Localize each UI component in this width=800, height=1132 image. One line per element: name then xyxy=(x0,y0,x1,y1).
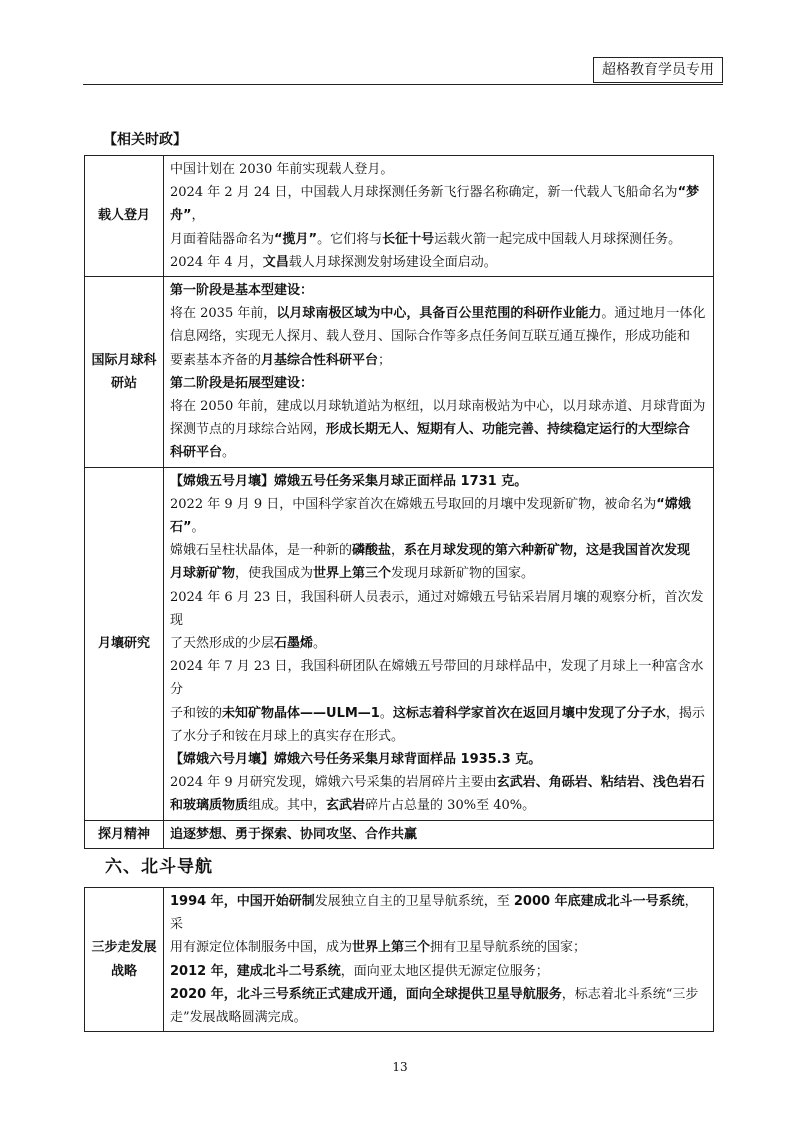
bold-text: 建成北斗二号系统 xyxy=(236,963,341,979)
row-category: 三步走发展战略 xyxy=(85,888,164,1032)
header-rule xyxy=(83,84,723,85)
text: 2024 年 6 月 23 日，我国科研人员表示，通过对嫦娥五号钻采岩屑月壤的观察分析，首次发现 xyxy=(170,589,704,628)
text: 2024 年 7 月 23 日，我国科研团队在嫦娥五号带回的月球样品中，发现了月球上一种富含水分 xyxy=(170,659,704,698)
text: ； xyxy=(378,352,392,368)
content-line xyxy=(170,562,707,585)
text: 月面着陆器命名为 xyxy=(170,231,275,247)
content-line xyxy=(170,539,707,562)
text: 要素基本齐备的 xyxy=(170,352,262,368)
text: 走”发展战略圆满完成。 xyxy=(170,1010,307,1026)
table-row xyxy=(85,156,714,277)
bold-text: 磷酸盐 xyxy=(352,543,392,559)
content-line xyxy=(170,372,707,395)
bold-text: “梦舟” xyxy=(170,185,700,224)
text: 运载火箭一起完成中国载人月球探测任务。 xyxy=(434,231,682,247)
content-line xyxy=(170,960,707,983)
content-line xyxy=(170,228,707,251)
content-line xyxy=(170,181,707,227)
text: 2022 年 9 月 9 日，中国科学家首次在嫦娥五号取回的月壤中发现新矿物，被命名为 xyxy=(170,496,657,512)
text: 探测节点的月球综合站网， xyxy=(170,422,327,438)
bold-text: 世界上第三个 xyxy=(313,566,392,582)
text: 发展独立自主的卫星导航系统，至 xyxy=(314,894,514,909)
content-line xyxy=(170,279,707,302)
table-row xyxy=(85,888,714,1032)
table-row xyxy=(85,277,714,468)
content-line xyxy=(170,418,707,441)
bold-text: 追逐梦想、勇于探索、协同攻坚、合作共赢 xyxy=(170,826,418,842)
text: 。 xyxy=(379,705,393,721)
content-line xyxy=(170,890,707,936)
content-line xyxy=(170,983,707,1006)
table-row xyxy=(85,820,714,848)
content-line xyxy=(170,251,707,274)
text: 将在 2035 年前， xyxy=(170,306,277,322)
text: 信息网络，实现无人探月、载人登月、国际合作等多点任务间互联互通互操作，形成功能和 xyxy=(170,329,691,345)
text: 2024 年 4 月， xyxy=(170,254,263,270)
bold-text: 第一阶段是基本型建设： xyxy=(170,283,314,299)
bold-text: 2020 年， xyxy=(170,986,237,1002)
row-category: 国际月球科研站 xyxy=(85,277,164,468)
bold-text: 2012 年， xyxy=(170,963,237,979)
text: 用有源定位体制服务中国，成为 xyxy=(170,940,353,956)
text: 组成。其中， xyxy=(248,798,327,814)
bold-text: 文昌 xyxy=(262,254,289,270)
row-content xyxy=(164,277,714,468)
content-line xyxy=(170,655,707,701)
content-line xyxy=(170,748,707,771)
text: 2024 年 9 月研究发现，嫦娥六号采集的岩屑碎片主要由 xyxy=(170,775,497,791)
text: 碎片占总量的 30%至 40%。 xyxy=(365,798,536,814)
text: 中国计划在 2030 年前实现载人登月。 xyxy=(170,162,394,177)
text: 。 xyxy=(191,520,205,536)
text: ，标志着北斗系统“三步 xyxy=(561,986,699,1002)
text: ，揭示 xyxy=(665,705,705,721)
text: 了水分子和铵在月球上的真实存在形式。 xyxy=(170,728,405,744)
row-category: 载人登月 xyxy=(85,156,164,277)
text: ，采 xyxy=(170,894,698,933)
content-line xyxy=(170,936,707,959)
text: ，面向亚太地区提供无源定位服务； xyxy=(340,963,549,979)
bold-text: 2000 年底建成北斗一号系统 xyxy=(513,894,685,909)
bold-text: 世界上第三个 xyxy=(352,940,431,956)
content-line xyxy=(170,632,707,655)
bold-text: 月球新矿物 xyxy=(170,566,236,582)
text: 拥有卫星导航系统的国家； xyxy=(430,940,587,956)
beidou-table xyxy=(84,887,714,1032)
content-line xyxy=(170,441,707,464)
bold-text: 科研平台 xyxy=(170,445,223,461)
content-line xyxy=(170,395,707,418)
bold-text: 系在月球发现的第六种新矿物，这是我国首次发现 xyxy=(404,543,691,559)
text: 嫦娥石呈柱状晶体，是一种新的 xyxy=(170,543,353,559)
bold-text: 【嫦娥六号月壤】嫦娥六号任务采集月球背面样品 1935.3 克。 xyxy=(170,752,542,768)
text: 将在 2050 年前，建成以月球轨道站为枢纽，以月球南极站为中心，以月球赤道、月球背面为 xyxy=(170,399,706,415)
content-line xyxy=(170,1006,707,1029)
text: ， xyxy=(191,208,205,224)
text: ， xyxy=(391,543,405,559)
content-line xyxy=(170,325,707,348)
content-line xyxy=(170,794,707,817)
text: 载人月球探测发射场建设全面启动。 xyxy=(288,254,497,270)
row-category: 探月精神 xyxy=(85,820,164,848)
content-line xyxy=(170,349,707,372)
bold-text: 中国开始研制 xyxy=(236,894,315,909)
section-label: 【相关时政】 xyxy=(103,132,187,148)
content-line xyxy=(170,725,707,748)
bold-text: 长征十号 xyxy=(382,231,435,247)
table-row xyxy=(85,467,714,820)
page-number: 13 xyxy=(392,1060,408,1074)
bold-text: 玄武岩 xyxy=(326,798,366,814)
section-title: 六、北斗导航 xyxy=(105,857,213,877)
bold-text: 【嫦娥五号月壤】嫦娥五号任务采集月球正面样品 1731 克。 xyxy=(170,473,528,489)
bold-text: 玄武岩、角砾岩、粘结岩、浅色岩石 xyxy=(496,775,705,791)
bold-text: 月基综合性科研平台 xyxy=(261,352,379,368)
bold-text: 和玻璃质物质 xyxy=(170,798,249,814)
text: 。 xyxy=(222,445,236,461)
text: 。通过地月一体化 xyxy=(601,306,706,322)
text: 发现月球新矿物的国家。 xyxy=(391,566,535,582)
bold-text: “嫦娥石” xyxy=(170,496,691,536)
content-line xyxy=(170,586,707,632)
bold-text: 以月球南极区域为中心，具备百公里范围的科研作业能力 xyxy=(276,306,602,322)
bold-text: 未知矿物晶体——ULM—1 xyxy=(222,705,380,721)
content-line xyxy=(170,771,707,794)
text: 。它们将与 xyxy=(317,231,383,247)
bold-text: 石墨烯 xyxy=(274,636,314,652)
bold-text: 这标志着科学家首次在返回月壤中发现了分子水 xyxy=(392,705,666,721)
bold-text: 第二阶段是拓展型建设： xyxy=(170,375,314,391)
current-affairs-table xyxy=(84,155,714,849)
text: 。 xyxy=(313,636,327,652)
row-content xyxy=(164,820,714,848)
content-line xyxy=(170,702,707,725)
text: 2024 年 2 月 24 日，中国载人月球探测任务新飞行器名称确定，新一代载人飞船命名为 xyxy=(170,185,678,201)
content-line xyxy=(170,158,707,181)
row-content xyxy=(164,888,714,1032)
content-line xyxy=(170,493,707,539)
bold-text: 形成长期无人、短期有人、功能完善、持续稳定运行的大型综合 xyxy=(326,422,691,438)
content-line xyxy=(170,302,707,325)
row-category: 月壤研究 xyxy=(85,467,164,820)
content-line xyxy=(170,470,707,493)
bold-text: “揽月” xyxy=(274,231,318,247)
row-content xyxy=(164,467,714,820)
row-content xyxy=(164,156,714,277)
text: ，使我国成为 xyxy=(235,566,314,582)
bold-text: 1994 年， xyxy=(170,894,237,909)
content-line xyxy=(170,823,707,846)
text: 子和铵的 xyxy=(170,705,223,721)
header-badge: 超格教育学员专用 xyxy=(593,57,723,83)
bold-text: 北斗三号系统正式建成开通，面向全球提供卫星导航服务 xyxy=(236,986,562,1002)
text: 了天然形成的少层 xyxy=(170,636,275,652)
